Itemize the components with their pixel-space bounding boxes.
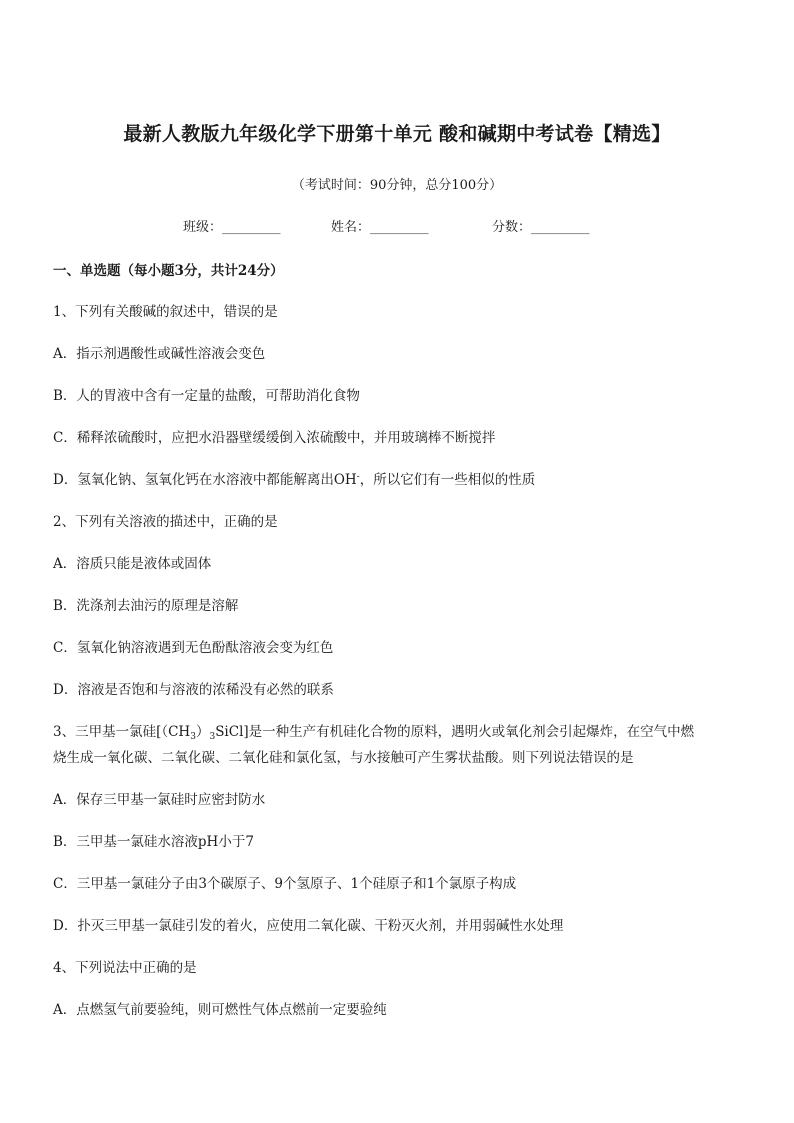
q2-option-d: D．溶液是否饱和与溶液的浓稀没有必然的联系 [53, 682, 334, 698]
q3-option-a: A．保存三甲基一氯硅时应密封防水 [53, 792, 266, 808]
q3-stem [53, 720, 694, 742]
q1-option-d-text: D．氢氧化钠、氢氧化钙在水溶液中都能解离出OH [53, 472, 357, 488]
q1-option-d-superscript: - [356, 472, 360, 482]
q3-stem-text-mid: ） [195, 724, 210, 740]
q2-option-b: B．洗涤剂去油污的原理是溶解 [53, 598, 239, 614]
q3-option-b: B．三甲基一氯硅水溶液pH小于7 [53, 834, 254, 850]
q1-option-d [53, 468, 535, 488]
q2-option-a: A．溶质只能是液体或固体 [53, 556, 212, 572]
q1-option-b: B．人的胃液中含有一定量的盐酸，可帮助消化食物 [53, 388, 360, 404]
score-field: 分数：_________ [492, 220, 590, 235]
q2-stem: 2、下列有关溶液的描述中，正确的是 [53, 514, 278, 530]
q3-stem-text-end: SiCl]是一种生产有机硅化合物的原料，遇明火或氧化剂会引起爆炸，在空气中燃 [215, 724, 695, 740]
q3-option-d: D．扑灭三甲基一氯硅引发的着火，应使用二氧化碳、干粉灭火剂，并用弱碱性水处理 [53, 918, 564, 934]
q3-stem-text: 3、三甲基一氯硅[（CH [53, 724, 191, 740]
q1-stem: 1、下列有关酸碱的叙述中，错误的是 [53, 304, 278, 320]
q3-subscript-2: 3 [209, 732, 216, 742]
class-field: 班级：_________ [183, 220, 281, 235]
q4-stem: 4、下列说法中正确的是 [53, 960, 197, 976]
q2-option-c: C．氢氧化钠溶液遇到无色酚酞溶液会变为红色 [53, 640, 334, 656]
q1-option-d-text-end: ，所以它们有一些相似的性质 [359, 472, 536, 488]
name-field: 姓名：_________ [331, 220, 429, 235]
q4-option-a: A．点燃氢气前要验纯，则可燃性气体点燃前一定要验纯 [53, 1002, 387, 1018]
q1-option-c: C．稀释浓硫酸时，应把水沿器壁缓缓倒入浓硫酸中，并用玻璃棒不断搅拌 [53, 430, 496, 446]
document-title: 最新人教版九年级化学下册第十单元 酸和碱期中考试卷【精选】 [123, 123, 671, 145]
exam-info: （考试时间：90分钟，总分100分） [291, 178, 503, 193]
q1-option-a: A．指示剂遇酸性或碱性溶液会变色 [53, 346, 266, 362]
section-heading: 一、单选题（每小题3分，共计24分） [53, 263, 284, 279]
q3-stem-line2: 烧生成一氧化碳、二氧化碳、二氧化硅和氯化氢，与水接触可产生雾状盐酸。则下列说法错误的是 [53, 750, 634, 766]
q3-option-c: C．三甲基一氯硅分子由3个碳原子、9个氢原子、1个硅原子和1个氯原子构成 [53, 876, 517, 892]
q3-subscript: 3 [190, 732, 196, 742]
